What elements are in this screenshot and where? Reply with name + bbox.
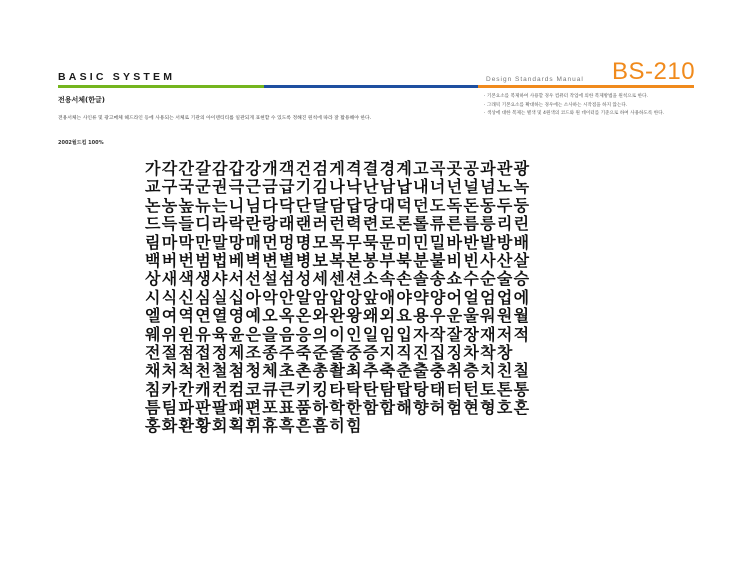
glyph-row: 엘여역연열영예오옥온와완왕왜외요용우운울워원월 — [145, 306, 531, 326]
glyph-row: 논농높뉴는니님다닥단달담답당대덕던도독돈동두둥 — [145, 195, 531, 215]
glyph-row: 상새색생샤서선설섬성세센션소속손솔송쇼수순술승 — [145, 269, 531, 289]
note-item: · 기본요소를 복제하여 사용할 경우 컴퓨터 작업에 의한 복제방법을 원칙으로 한다. — [484, 93, 664, 102]
brand-title: BASIC SYSTEM — [58, 71, 176, 83]
glyph-row: 웨위윈유육윤은을음응의이인일임입자작잘장재저적 — [145, 324, 531, 344]
glyph-row: 전절점접정제조종주죽준줄중증지직진집징차착창 — [145, 342, 514, 362]
glyph-specimen — [145, 160, 675, 436]
section-title: 전용서체(한글) — [58, 96, 105, 104]
page-code: BS-210 — [612, 58, 696, 85]
section-description: 전용서체는 사인류 및 광고매체 헤드라인 등에 사용되는 서체로 기관의 아이덴티티를 일관되게 표현할 수 있도록 정해진 원칙에 따라 잘 활용해야 한다. — [58, 116, 372, 121]
font-name-label: 2002월드컵 100% — [58, 140, 104, 146]
glyph-row: 채처척천철첨청체초촌총촬최추축춘출충취층치친칠 — [145, 361, 531, 381]
glyph-row: 림마막만말망매먼멍명모목무묵문미민밀바반발방배 — [145, 232, 531, 252]
glyph-row: 틈팀파판팔패편포표품하학한함합해향허험현형호혼 — [145, 398, 531, 418]
note-item: · 그래픽 기본요소를 확대하는 경우에는 소사하는 시작점을 하지 않는다. — [484, 102, 664, 111]
glyph-row: 드득들디라락란랑래랜러런력련로론롤류른름릉리린 — [145, 214, 531, 234]
note-item: · 색상에 대한 복제는 별색 및 4원색의 코드와 원 데이터를 기준으로 하여 사용하도록 한다. — [484, 110, 664, 119]
blue-rule — [264, 85, 478, 88]
glyph-row: 가각간갈감갑강개객건검게격결경계고곡곳공과관광 — [145, 159, 531, 178]
green-rule — [58, 85, 264, 88]
glyph-row: 침카칸캐컨컴코큐큰키킹타탁탄탐탑탕태터턴토톤통 — [145, 379, 531, 399]
notes-list — [484, 93, 664, 119]
orange-rule — [478, 85, 694, 88]
glyph-row: 교구국군권극근금급기김나낙난남납내너넌널넘노녹 — [145, 177, 531, 197]
manual-label: Design Standards Manual — [486, 76, 584, 83]
glyph-row: 백버번범법베벽변별병보복본봉부북분불비빈사산살 — [145, 250, 531, 270]
glyph-row: 시식신심실십아악안알암압앙앞애야약양어얼엄업에 — [145, 287, 531, 307]
glyph-row: 홍화환황회획휘휴흑흔흠히힘 — [145, 416, 363, 436]
